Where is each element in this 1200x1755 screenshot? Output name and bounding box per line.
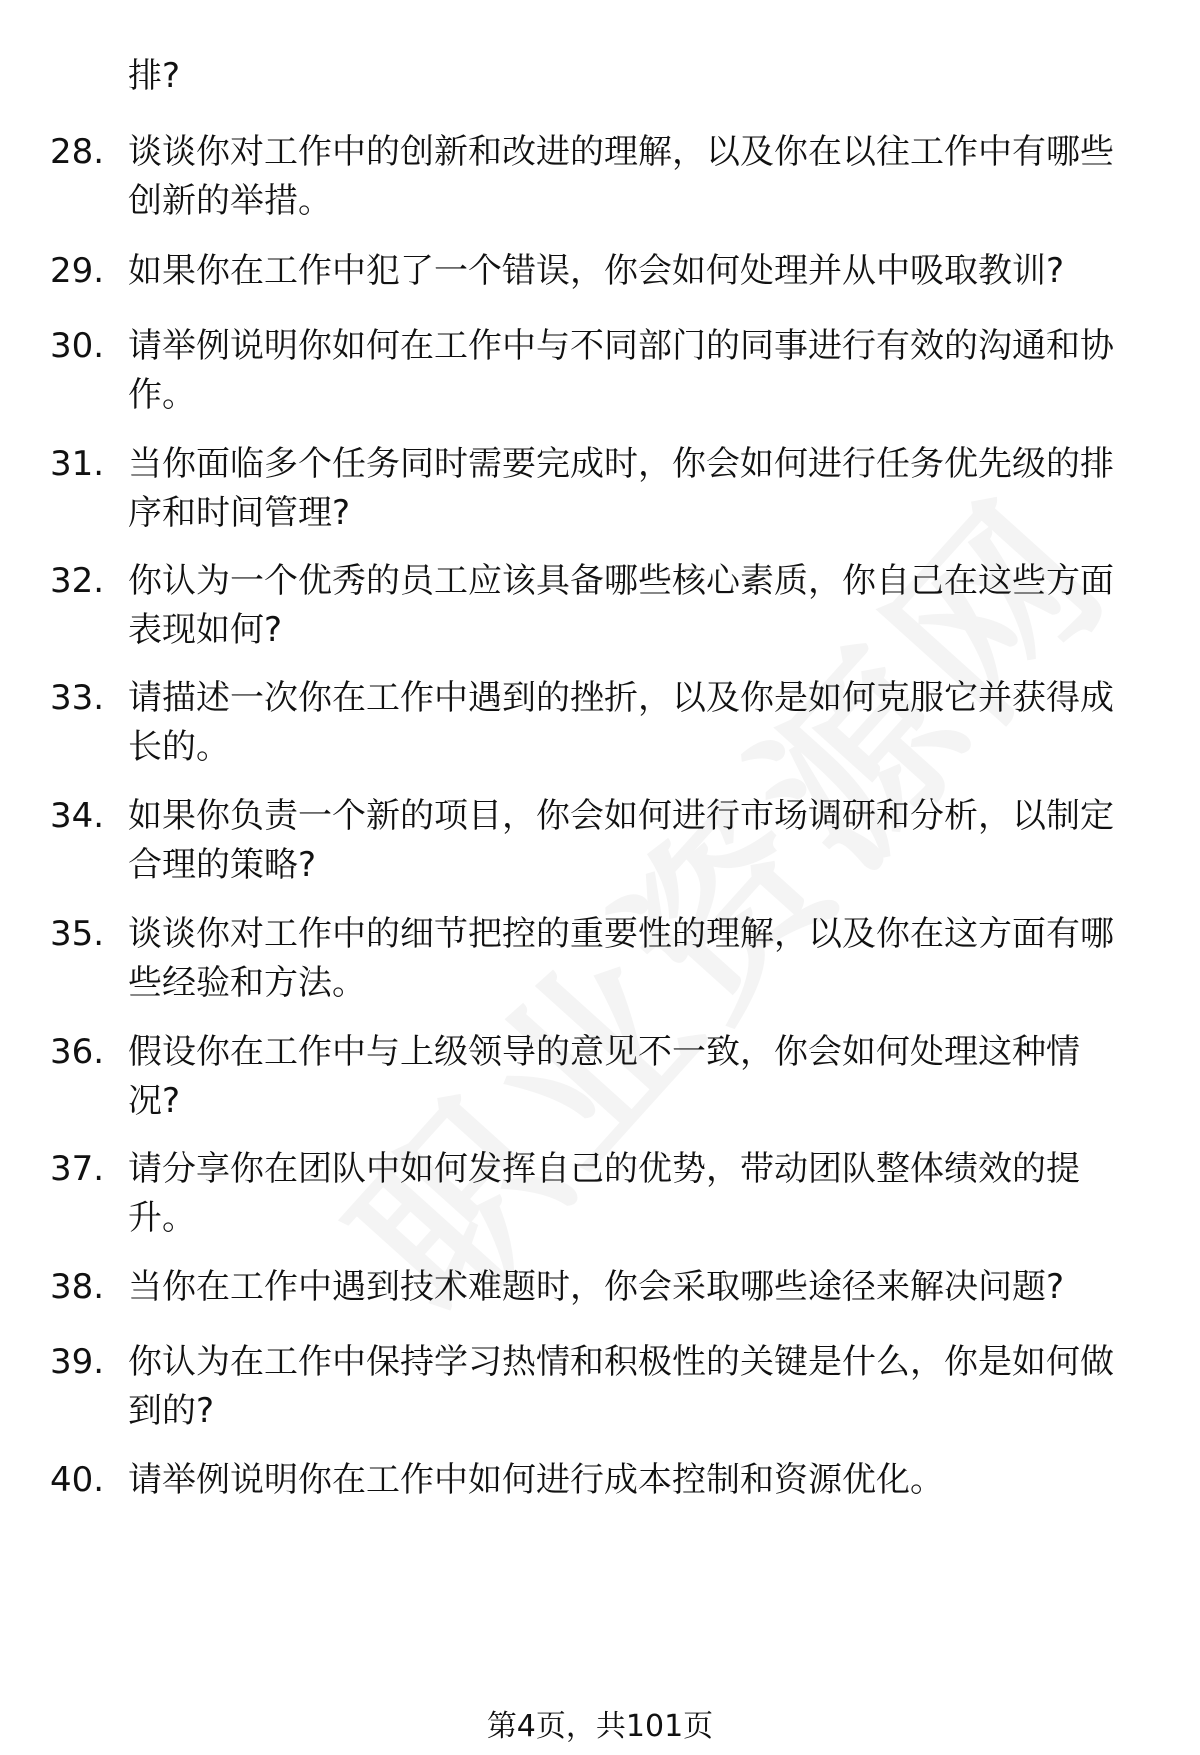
- question-number: 39.: [50, 1342, 105, 1382]
- question-text: 谈谈你对工作中的细节把控的重要性的理解，以及你在这方面有哪些经验和方法。: [128, 914, 1114, 1003]
- question-text: 谈谈你对工作中的创新和改进的理解，以及你在以往工作中有哪些创新的举措。: [128, 132, 1114, 221]
- question-text: 请描述一次你在工作中遇到的挫折，以及你是如何克服它并获得成长的。: [128, 678, 1114, 767]
- list-item: [50, 1145, 1130, 1243]
- question-number: 32.: [50, 561, 105, 601]
- question-number: 33.: [50, 678, 105, 718]
- list-item: [50, 1263, 1130, 1312]
- list-item: [50, 792, 1130, 890]
- list-item: [50, 557, 1130, 655]
- question-text: 如果你在工作中犯了一个错误，你会如何处理并从中吸取教训?: [128, 251, 1065, 291]
- question-number: 29.: [50, 251, 105, 291]
- question-text: 请举例说明你如何在工作中与不同部门的同事进行有效的沟通和协作。: [128, 326, 1114, 415]
- question-number: 35.: [50, 914, 105, 954]
- question-text: 如果你负责一个新的项目，你会如何进行市场调研和分析，以制定合理的策略?: [128, 796, 1114, 885]
- question-text: 请举例说明你在工作中如何进行成本控制和资源优化。: [128, 1460, 944, 1500]
- list-item: [50, 674, 1130, 772]
- list-item: [50, 1028, 1130, 1126]
- question-text: 排?: [128, 56, 181, 96]
- question-number: 36.: [50, 1032, 105, 1072]
- question-number: 31.: [50, 444, 105, 484]
- question-text: 当你在工作中遇到技术难题时，你会采取哪些途径来解决问题?: [128, 1267, 1065, 1307]
- list-item: [50, 322, 1130, 420]
- list-item: [50, 910, 1130, 1008]
- question-number: 38.: [50, 1267, 105, 1307]
- question-text: 请分享你在团队中如何发挥自己的优势，带动团队整体绩效的提升。: [128, 1149, 1080, 1238]
- question-number: 40.: [50, 1460, 105, 1500]
- list-item: [50, 1456, 1130, 1505]
- list-item: [50, 52, 1130, 101]
- question-number: 37.: [50, 1149, 105, 1189]
- question-text: 你认为一个优秀的员工应该具备哪些核心素质，你自己在这些方面表现如何?: [128, 561, 1114, 650]
- question-number: 28.: [50, 132, 105, 172]
- list-item: [50, 128, 1130, 226]
- question-text: 当你面临多个任务同时需要完成时，你会如何进行任务优先级的排序和时间管理?: [128, 444, 1114, 533]
- question-text: 你认为在工作中保持学习热情和积极性的关键是什么，你是如何做到的?: [128, 1342, 1114, 1431]
- list-item: [50, 440, 1130, 538]
- question-number: 30.: [50, 326, 105, 366]
- question-number: 34.: [50, 796, 105, 836]
- list-item: [50, 1338, 1130, 1436]
- list-item: [50, 247, 1130, 296]
- page-footer: 第4页，共101页: [486, 1709, 714, 1744]
- question-text: 假设你在工作中与上级领导的意见不一致，你会如何处理这种情况?: [128, 1032, 1080, 1121]
